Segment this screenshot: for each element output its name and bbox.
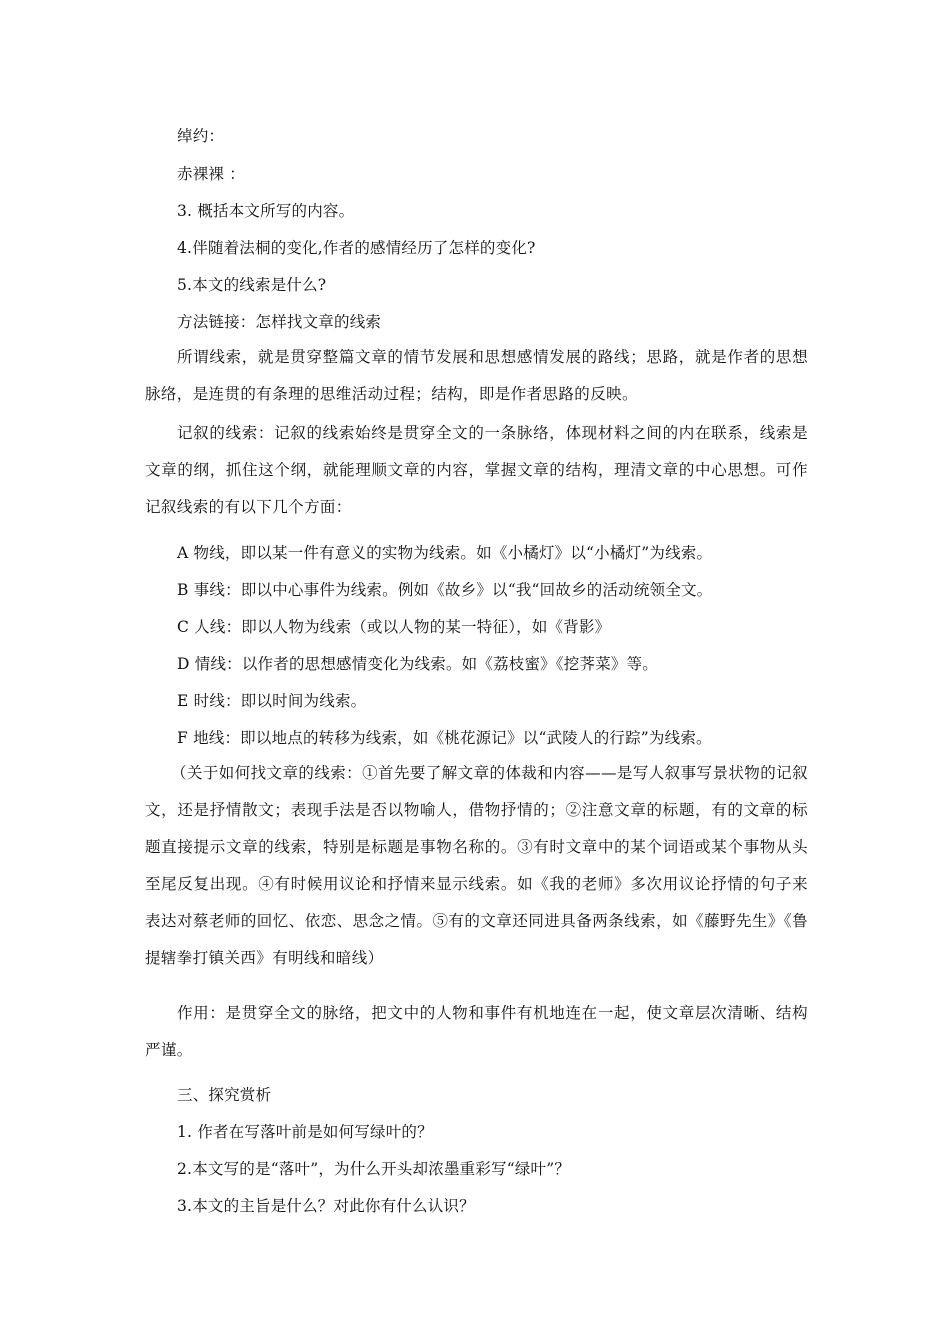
clue-type-d: D 情线：以作者的思想感情变化为线索。如《荔枝蜜》《挖荠菜》等。 <box>177 655 659 673</box>
explore-question-1: 1. 作者在写落叶前是如何写绿叶的？ <box>177 1123 433 1141</box>
paragraph-how-to-find-clue: （关于如何找文章的线索：①首先要了解文章的体裁和内容——是写人叙事写景状物的记叙文，还是抒情散文；表现手法是否以物喻人，借物抒情的；②注意文章的标题，有的文章的标题直接提示文章的线索，特别是标题是事物名称的。③有时文章中的某个词语或某个事物从头至尾反复出现。④有时候用议论和抒情来显示线索。如《我的老师》多次用议论抒情的句子来表达对蔡老师的回忆、依恋、思念之情。⑤有的文章还同进具备两条线索，如《藤野先生》《鲁提辖拳打镇关西》有明线和暗线） <box>145 764 808 967</box>
paragraph-narrative-clue: 记叙的线索：记叙的线索始终是贯穿全文的一条脉络，体现材料之间的内在联系，线索是文章的纲，抓住这个纲，就能理顺文章的内容，掌握文章的结构，理清文章的中心思想。可作记叙线索的有以下几个方面： <box>145 424 808 516</box>
vocab-wei-yue: 绰约： <box>177 127 225 145</box>
paragraph-clue-function: 作用：是贯穿全文的脉络，把文中的人物和事件有机地连在一起，使文章层次清晰、结构严谨。 <box>145 1004 808 1059</box>
clue-type-f: F 地线：即以地点的转移为线索，如《桃花源记》以“武陵人的行踪”为线索。 <box>177 729 712 747</box>
question-4: 4.伴随着法桐的变化,作者的感情经历了怎样的变化? <box>177 239 536 257</box>
explore-question-3: 3.本文的主旨是什么？对此你有什么认识？ <box>177 1197 475 1215</box>
clue-type-e: E 时线：即以时间为线索。 <box>177 692 367 710</box>
explore-question-2: 2.本文写的是“落叶”，为什么开头却浓墨重彩写“绿叶”？ <box>177 1160 571 1178</box>
clue-type-c: C 人线：即以人物为线索（或以人物的某一特征），如《背影》 <box>177 618 611 636</box>
question-3: 3. 概括本文所写的内容。 <box>177 202 355 220</box>
question-5: 5.本文的线索是什么? <box>177 276 327 294</box>
vocab-chi-luo-luo: 赤裸裸 ： <box>177 165 245 183</box>
clue-type-b: B 事线：即以中心事件为线索。例如《故乡》以“我“回故乡的活动统领全文。 <box>177 581 713 599</box>
section-3-heading: 三、探究赏析 <box>177 1086 272 1104</box>
clue-type-a: A 物线，即以某一件有意义的实物为线索。如《小橘灯》以“小橘灯”为线索。 <box>177 544 713 562</box>
method-link-heading: 方法链接：怎样找文章的线索 <box>177 313 382 331</box>
paragraph-clue-definition: 所谓线索，就是贯穿整篇文章的情节发展和思想感情发展的路线；思路，就是作者的思想脉络，是连贯的有条理的思维活动过程；结构，即是作者思路的反映。 <box>145 348 808 403</box>
